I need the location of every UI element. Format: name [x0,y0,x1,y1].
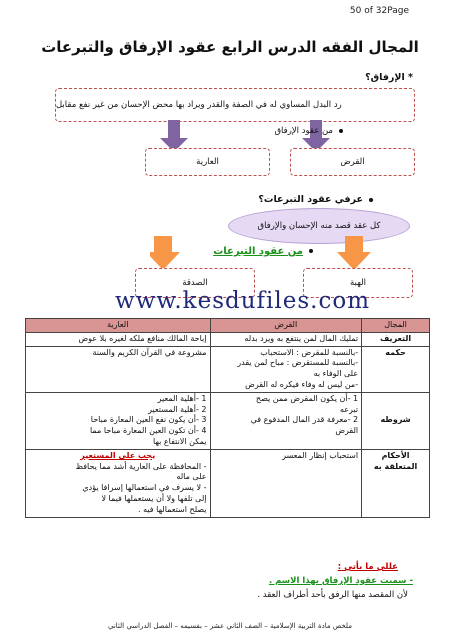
notes-title: عللي ما يأتي : [337,562,398,572]
asterisk-icon: * [404,72,413,83]
irfaq-examples-label: من عقود الإرفاق [274,126,343,136]
cell-text: القرض [335,426,359,436]
table-row [26,346,430,392]
cell-text: إباحة المالك منافع ملكه لغيره بلا عوض [78,333,207,343]
column-header: المجال [362,319,430,333]
cell-text: مشروعة في القرآن الكريم والسنة [92,347,207,357]
cell-text: يمكن الانتفاع بها [153,436,207,446]
cell-text: 2 -أهلية المستعير [148,404,207,414]
row-label: حكمه [362,346,430,392]
qard-cell [210,449,362,517]
page-number: 50 of 32Page [349,6,409,16]
cell-text: تبرعه [339,404,359,414]
row-label: الأحكام المتعلقة به [362,449,430,517]
ariya-cell [26,332,211,346]
qard-cell [210,392,362,449]
column-header: العارية [26,319,211,333]
tabarruat-definition: كل عقد قصد منه الإحسان والإرفاق [257,221,381,231]
table-header-row [26,319,430,333]
bullet-icon [309,249,313,253]
cell-text: -من ليس له وفاء فيكره له القرض [245,379,359,389]
cell-text: على ماله [176,472,207,482]
example-hiba: الهبة [350,278,366,288]
row-label: التعريف [362,332,430,346]
cell-text: 2 -معرفة قدر المال المدفوع في [250,415,359,425]
table-row [26,449,430,517]
notes-question: - سميت عقود الإرفاق بهذا الاسم . [268,576,413,586]
table-row [26,392,430,449]
down-arrow-icon [337,236,371,270]
qard-cell [210,332,362,346]
ariya-obligations-heading: يجب على المستعير [80,450,156,460]
cell-text: - لا يسرف في استعمالها إسرافا يؤدي [82,483,207,493]
cell-text: 4 -أن تكون العين المعارة مباحا مما [89,426,207,436]
cell-text: -بالنسبة للمقرض : الاستحباب [260,347,359,357]
ariya-cell [26,449,211,517]
cell-text: 3 -أن يكون نفع العين المعارة مباحا [90,415,207,425]
table-row [26,332,430,346]
ariya-cell [26,346,211,392]
cell-text: على الوفاء به [313,369,359,379]
example-ariya: العارية [196,157,219,167]
page-title: المجال الفقه الدرس الرابع عقود الإرفاق والتبرعات [41,38,419,56]
irfaq-heading: * الإرفاق؟ [365,72,413,83]
bullet-icon [339,129,343,133]
page-footer: ملخص مادة التربية الإسلامية – الصف الثاني عشر – بفسيمه – الفصل الدراسي الثاني [107,622,352,630]
qard-cell [210,346,362,392]
comparison-table [25,318,430,518]
irfaq-definition: رد البدل المساوي له في الصفة والقدر ويراد بها محض الإحسان من غير نفع مقابل [56,100,342,110]
irfaq-definition-box [55,88,415,122]
cell-text: 1 -أهلية المعير [157,393,207,403]
watermark: www.kesdufiles.com [115,288,371,314]
bullet-icon [369,198,373,202]
notes-answer: لأن المقصد منها الرفق بأحد أطراف العقد . [257,590,408,600]
example-ariya-box [145,148,270,176]
example-sadaqa: الصدقة [182,278,208,288]
tabarruat-examples-label: من عقود التبرعات [213,246,313,257]
cell-text: 1 -أن يكون المقرض ممن يصح [255,393,359,403]
example-qard: القرض [340,157,365,167]
cell-text: - المحافظة على العارية أشد مما يحافظ [75,461,207,471]
cell-text: يصلح استعمالها فيه . [138,504,207,514]
cell-text: -بالنسبة للمستقرض : مباح لمن يقدر [237,358,359,368]
ariya-cell [26,392,211,449]
tabarruat-heading: عرفي عقود التبرعات؟ [258,194,373,205]
cell-text: إلى تلفها ولا أن يستعملها فيما لا [101,493,207,503]
row-label: شروطه [362,392,430,449]
column-header: القرض [210,319,362,333]
down-arrow-icon [150,236,180,270]
cell-text: تمليك المال لمن ينتفع به ويرد بدله [244,333,359,343]
example-qard-box [290,148,415,176]
cell-text: استحباب إنظار المعسر [282,450,359,460]
